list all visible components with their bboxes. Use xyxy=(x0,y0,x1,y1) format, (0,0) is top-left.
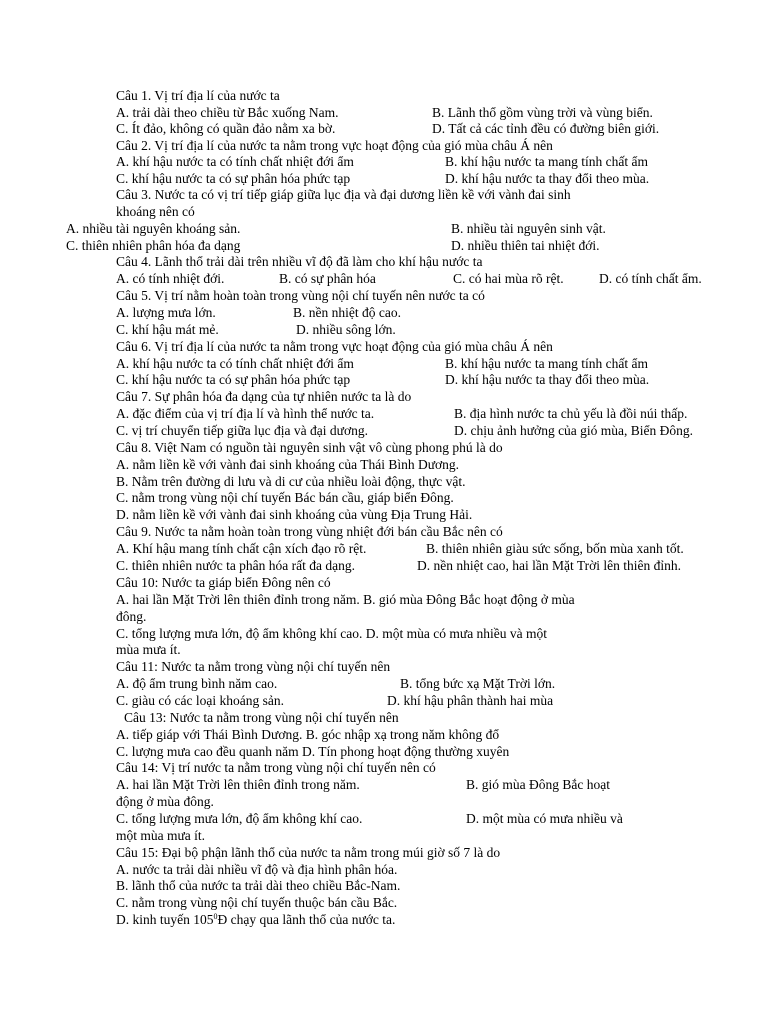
q11-options-cd xyxy=(116,693,636,709)
q13-stem: Câu 13: Nước ta nằm trong vùng nội chí tuyến nên xyxy=(124,710,399,725)
q7-stem: Câu 7. Sự phân hóa đa dạng của tự nhiên nước ta là do xyxy=(116,389,412,404)
q3-stem-line1: Câu 3. Nước ta có vị trí tiếp giáp giữa lục địa và đại dương liền kề với vành đai sinh xyxy=(116,187,571,202)
q9-option-d[interactable]: D. nền nhiệt cao, hai lần Mặt Trời lên thiên đỉnh. xyxy=(417,558,681,573)
q14-option-b-cont: động ở mùa đông. xyxy=(116,794,214,809)
q9-stem: Câu 9. Nước ta nằm hoàn toàn trong vùng nhiệt đới bán cầu Bắc nên có xyxy=(116,524,503,539)
q7-options-cd xyxy=(116,423,746,439)
q5-option-d[interactable]: D. nhiều sông lớn. xyxy=(296,322,396,337)
q8-option-d[interactable]: D. nằm liền kề với vành đai sinh khoáng của vùng Địa Trung Hải. xyxy=(116,507,473,522)
q5-option-a[interactable]: A. lượng mưa lớn. xyxy=(116,305,216,320)
q14-option-d-cont: một mùa mưa ít. xyxy=(116,828,206,843)
q6-option-d[interactable]: D. khí hậu nước ta thay đổi theo mùa. xyxy=(445,372,650,387)
q2-options-cd xyxy=(116,171,736,187)
q5-options-ab xyxy=(116,305,616,321)
q10-options-ab-line1[interactable]: A. hai lần Mặt Trời lên thiên đỉnh trong năm. B. gió mùa Đông Bắc hoạt động ở mùa xyxy=(116,592,575,607)
degree-superscript: 0 xyxy=(213,912,218,921)
q3-stem-line2: khoáng nên có xyxy=(116,204,195,219)
q11-stem: Câu 11: Nước ta nằm trong vùng nội chí tuyến nên xyxy=(116,659,391,674)
q15-option-a[interactable]: A. nước ta trải dài nhiều vĩ độ và địa hình phân hóa. xyxy=(116,862,398,877)
q10-options-cd-line1[interactable]: C. tổng lượng mưa lớn, độ ẩm không khí cao. D. một mùa có mưa nhiều và một xyxy=(116,626,548,641)
q1-option-c[interactable]: C. Ít đảo, không có quần đảo nằm xa bờ. xyxy=(116,121,336,136)
q3-option-d[interactable]: D. nhiều thiên tai nhiệt đới. xyxy=(451,238,600,253)
q5-options-cd xyxy=(116,322,616,338)
q4-option-a[interactable]: A. có tính nhiệt đới. xyxy=(116,271,225,286)
q9-option-b[interactable]: B. thiên nhiên giàu sức sống, bốn mùa xanh tốt. xyxy=(426,541,684,556)
q11-option-b[interactable]: B. tổng bức xạ Mặt Trời lớn. xyxy=(400,676,556,691)
q1-option-d[interactable]: D. Tất cả các tỉnh đều có đường biên giới. xyxy=(432,121,660,136)
q15-option-b[interactable]: B. lãnh thổ của nước ta trải dài theo chiều Bắc-Nam. xyxy=(116,878,401,893)
q9-options-cd xyxy=(116,558,746,574)
q1-options-ab xyxy=(116,105,736,121)
q15-option-d-suffix: Đ chạy qua lãnh thổ của nước ta. xyxy=(217,912,396,927)
q6-option-c[interactable]: C. khí hậu nước ta có sự phân hóa phức tạp xyxy=(116,372,351,387)
q1-option-a[interactable]: A. trải dài theo chiều từ Bắc xuống Nam. xyxy=(116,105,339,120)
q8-option-b[interactable]: B. Nằm trên đường di lưu và di cư của nhiều loài động, thực vật. xyxy=(116,474,466,489)
q11-option-c[interactable]: C. giàu có các loại khoáng sản. xyxy=(116,693,284,708)
q2-option-c[interactable]: C. khí hậu nước ta có sự phân hóa phức tạp xyxy=(116,171,351,186)
q7-options-ab xyxy=(116,406,746,422)
q1-options-cd xyxy=(116,121,736,137)
q15-option-c[interactable]: C. nằm trong vùng nội chí tuyến thuộc bán cầu Bắc. xyxy=(116,895,398,910)
q11-options-ab xyxy=(116,676,636,692)
q4-option-b[interactable]: B. có sự phân hóa xyxy=(279,271,376,286)
q14-options-ab xyxy=(116,777,656,793)
q9-options-ab xyxy=(116,541,746,557)
q6-stem: Câu 6. Vị trí địa lí của nước ta nằm trong vực hoạt động của gió mùa châu Á nên xyxy=(116,339,553,354)
q2-option-d[interactable]: D. khí hậu nước ta thay đổi theo mùa. xyxy=(445,171,650,186)
q7-option-b[interactable]: B. địa hình nước ta chủ yếu là đồi núi thấp. xyxy=(454,406,688,421)
q2-option-b[interactable]: B. khí hậu nước ta mang tính chất ẩm xyxy=(445,154,649,169)
q6-options-ab xyxy=(116,356,736,372)
q4-options xyxy=(116,271,746,287)
q4-option-c[interactable]: C. có hai mùa rõ rệt. xyxy=(453,271,564,286)
q5-option-c[interactable]: C. khí hậu mát mẻ. xyxy=(116,322,219,337)
q10-stem: Câu 10: Nước ta giáp biển Đông nên có xyxy=(116,575,331,590)
q2-stem: Câu 2. Vị trí địa lí của nước ta nằm trong vực hoạt động của gió mùa châu Á nên xyxy=(116,138,553,153)
q7-option-d[interactable]: D. chịu ảnh hưởng của gió mùa, Biển Đông. xyxy=(454,423,694,438)
q14-options-cd xyxy=(116,811,656,827)
q6-option-a[interactable]: A. khí hậu nước ta có tính chất nhiệt đới ẩm xyxy=(116,356,354,371)
q14-option-a[interactable]: A. hai lần Mặt Trời lên thiên đỉnh trong năm. xyxy=(116,777,360,792)
q11-option-d[interactable]: D. khí hậu phân thành hai mùa xyxy=(387,693,554,708)
q4-option-d[interactable]: D. có tính chất ẩm. xyxy=(599,271,702,286)
q2-options-ab xyxy=(116,154,736,170)
q10-options-ab-line2: đông. xyxy=(116,609,147,624)
q3-options-cd xyxy=(66,238,746,254)
q7-option-a[interactable]: A. đặc điểm của vị trí địa lí và hình thể nước ta. xyxy=(116,406,375,421)
q7-option-c[interactable]: C. vị trí chuyển tiếp giữa lục địa và đại dương. xyxy=(116,423,368,438)
q8-option-c[interactable]: C. nằm trong vùng nội chí tuyến Bác bán cầu, giáp biển Đông. xyxy=(116,490,454,505)
q1-stem: Câu 1. Vị trí địa lí của nước ta xyxy=(116,88,280,103)
q10-options-cd-line2: mùa mưa ít. xyxy=(116,642,181,657)
q15-option-d[interactable] xyxy=(116,912,395,928)
q15-option-d-prefix: D. kinh tuyến 105 xyxy=(116,912,214,927)
q14-option-d[interactable]: D. một mùa có mưa nhiều và xyxy=(466,811,623,826)
q5-stem: Câu 5. Vị trí nằm hoàn toàn trong vùng nội chí tuyến nên nước ta có xyxy=(116,288,485,303)
q3-option-b[interactable]: B. nhiều tài nguyên sinh vật. xyxy=(451,221,606,236)
q13-options-ab[interactable]: A. tiếp giáp với Thái Bình Dương. B. góc nhập xạ trong năm không đổ xyxy=(116,727,500,742)
q6-options-cd xyxy=(116,372,736,388)
q9-option-a[interactable]: A. Khí hậu mang tính chất cận xích đạo rõ rệt. xyxy=(116,541,367,556)
q13-options-cd[interactable]: C. lượng mưa cao đều quanh năm D. Tín phong hoạt động thường xuyên xyxy=(116,744,510,759)
q14-stem: Câu 14: Vị trí nước ta nằm trong vùng nội chí tuyến nên có xyxy=(116,760,436,775)
q8-stem: Câu 8. Việt Nam có nguồn tài nguyên sinh vật vô cùng phong phú là do xyxy=(116,440,503,455)
q2-option-a[interactable]: A. khí hậu nước ta có tính chất nhiệt đới ẩm xyxy=(116,154,354,169)
q3-option-a[interactable]: A. nhiều tài nguyên khoáng sản. xyxy=(66,221,241,236)
q14-option-b[interactable]: B. gió mùa Đông Bắc hoạt xyxy=(466,777,610,792)
q8-option-a[interactable]: A. nằm liền kề với vành đai sinh khoáng của Thái Bình Dương. xyxy=(116,457,460,472)
q3-option-c[interactable]: C. thiên nhiên phân hóa đa dạng xyxy=(66,238,241,253)
q1-option-b[interactable]: B. Lãnh thổ gồm vùng trời và vùng biển. xyxy=(432,105,653,120)
q11-option-a[interactable]: A. độ ẩm trung bình năm cao. xyxy=(116,676,278,691)
q14-option-c[interactable]: C. tổng lượng mưa lớn, độ ẩm không khí cao. xyxy=(116,811,363,826)
q15-stem: Câu 15: Đại bộ phận lãnh thổ của nước ta nằm trong múi giờ số 7 là do xyxy=(116,845,501,860)
q3-options-ab xyxy=(66,221,746,237)
q5-option-b[interactable]: B. nền nhiệt độ cao. xyxy=(293,305,401,320)
q6-option-b[interactable]: B. khí hậu nước ta mang tính chất ẩm xyxy=(445,356,649,371)
q9-option-c[interactable]: C. thiên nhiên nước ta phân hóa rất đa dạng. xyxy=(116,558,356,573)
q4-stem: Câu 4. Lãnh thổ trải dài trên nhiều vĩ độ đã làm cho khí hậu nước ta xyxy=(116,254,483,269)
